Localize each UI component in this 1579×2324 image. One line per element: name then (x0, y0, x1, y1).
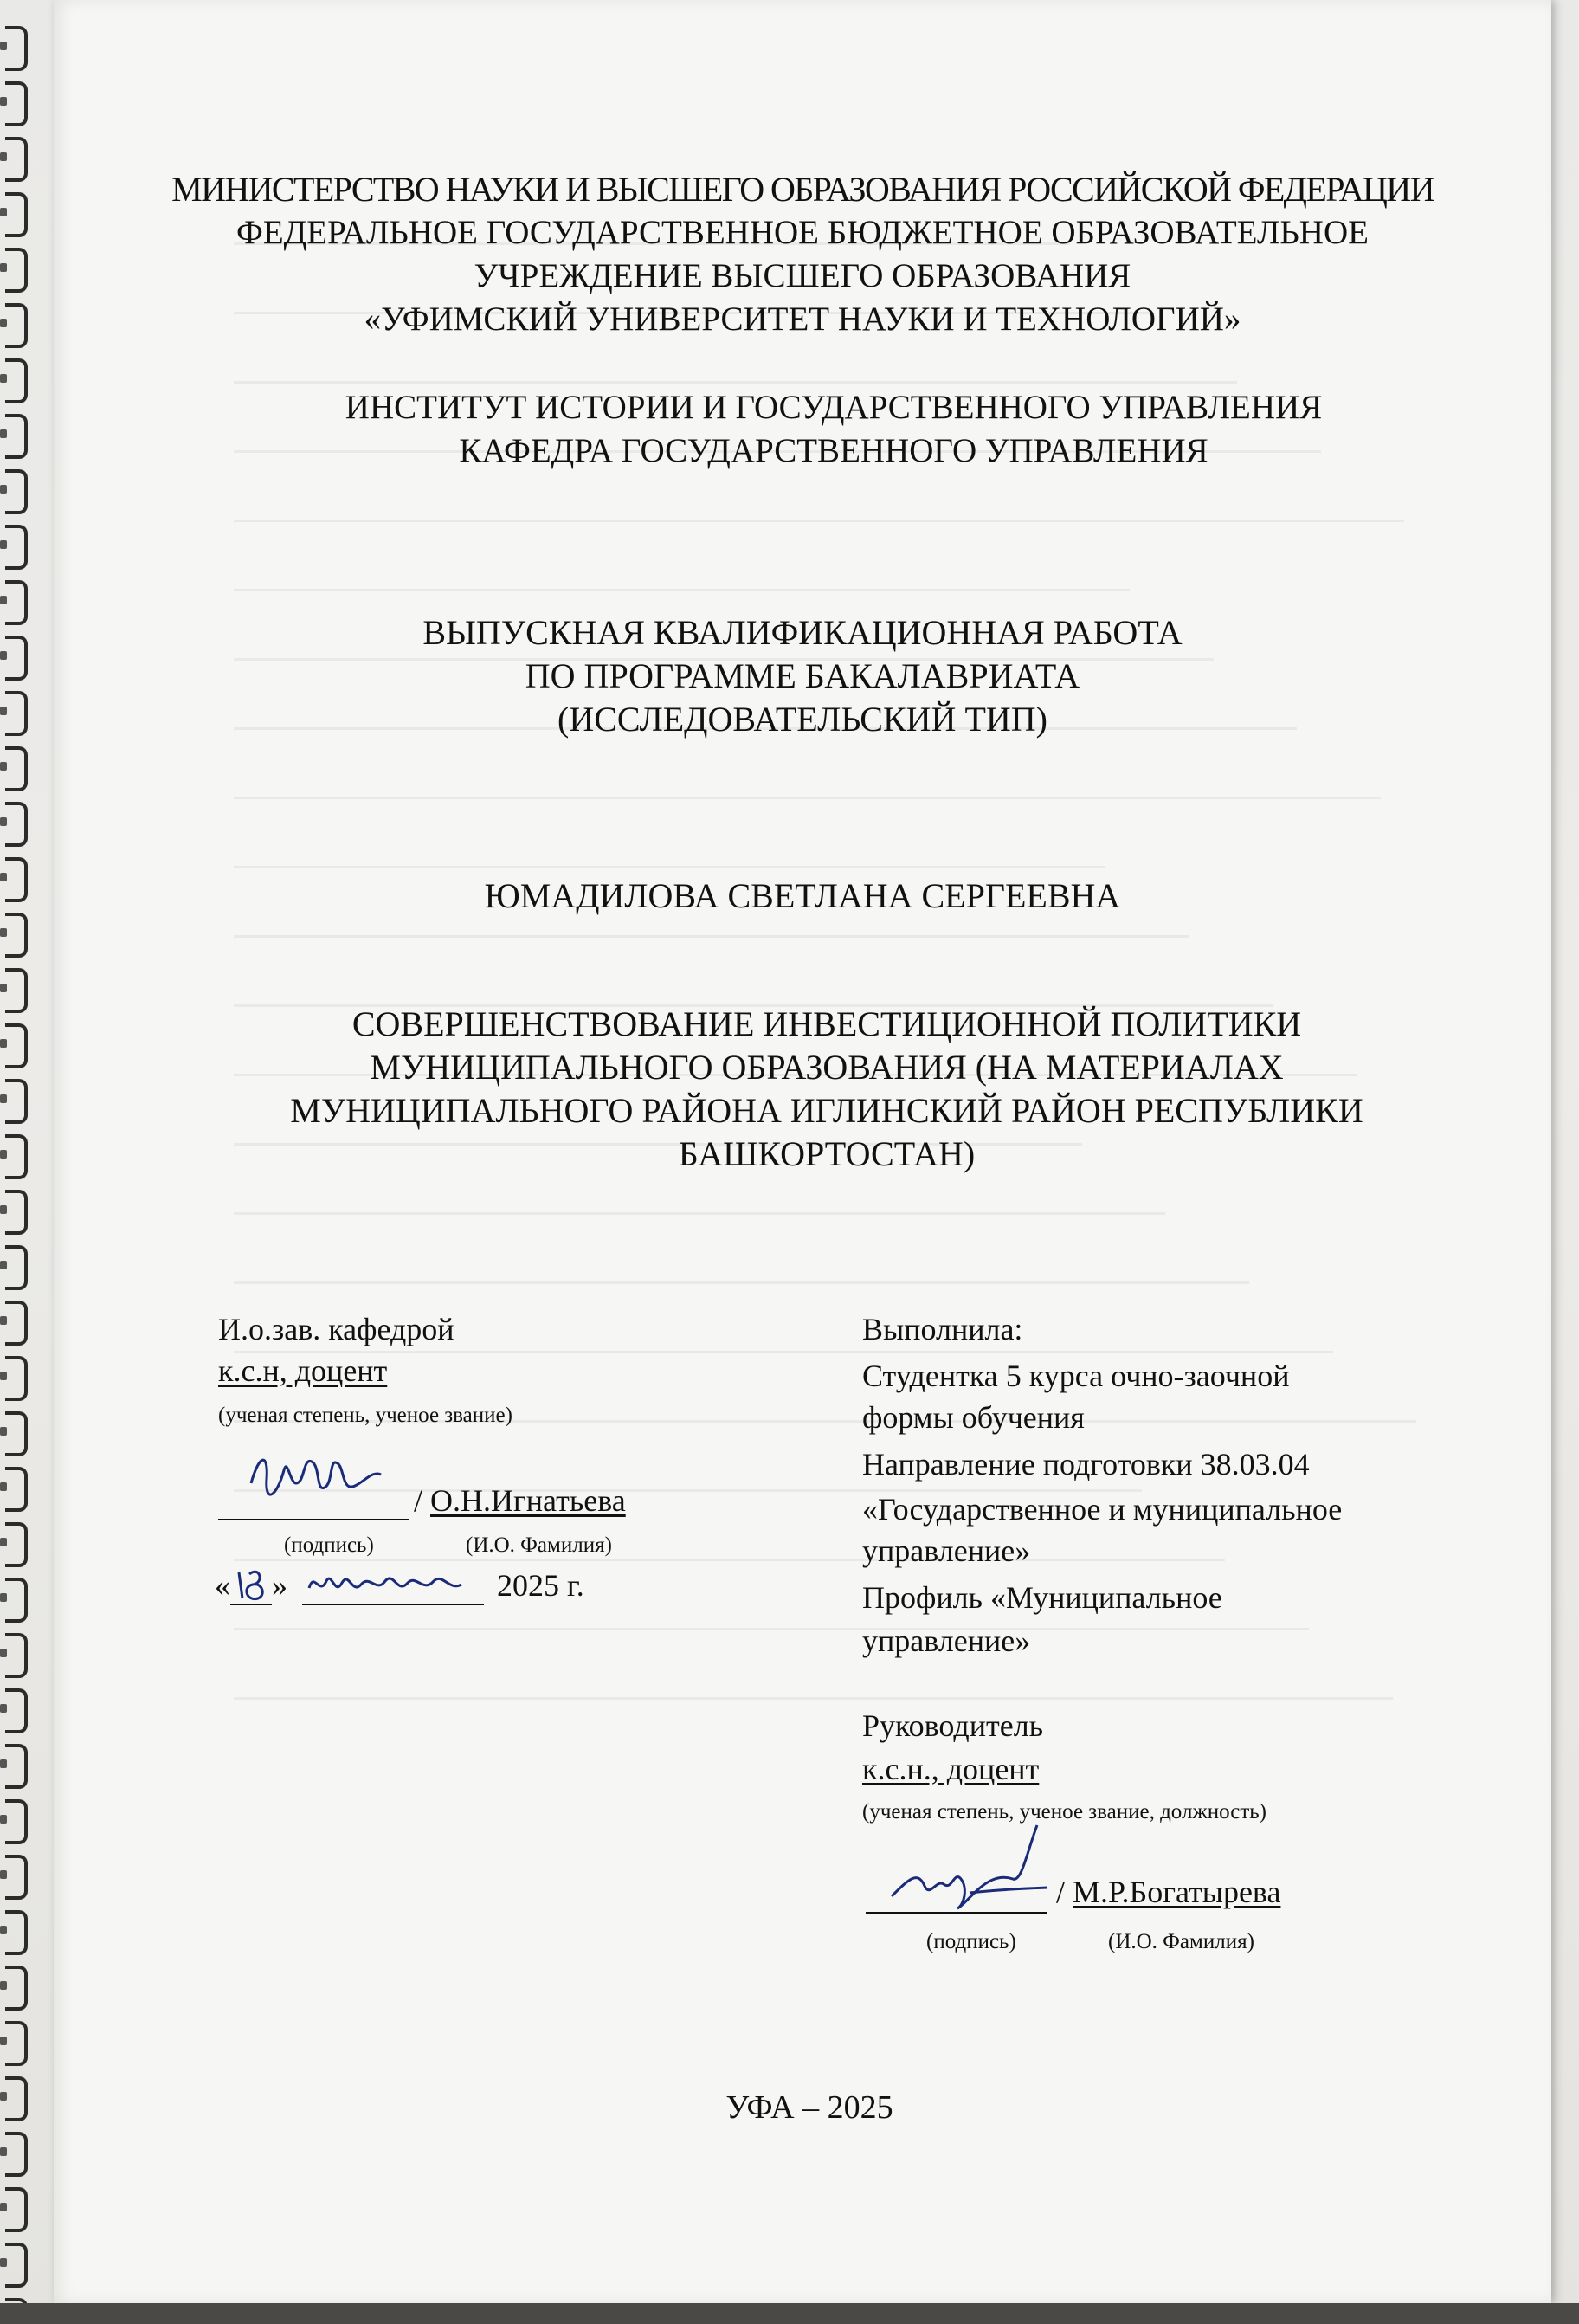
binding-ring (5, 1301, 28, 1346)
supervisor-degree: к.с.н., доцент (862, 1752, 1040, 1786)
head-name-caption: (И.О. Фамилия) (466, 1533, 612, 1557)
show-through-bar (234, 520, 1404, 522)
work-type-line-3: (ИССЛЕДОВАТЕЛЬСКИЙ ТИП) (557, 700, 1047, 739)
binding-ring (5, 1522, 28, 1567)
show-through-bar (234, 866, 1105, 868)
binding-ring (5, 580, 28, 625)
binding-ring (5, 1688, 28, 1733)
binding-ring (5, 1356, 28, 1401)
direction-line-1: Направление подготовки 38.03.04 (862, 1447, 1310, 1482)
binding-ring (5, 802, 28, 847)
binding-ring (5, 358, 28, 403)
date-month-handwriting (304, 1562, 477, 1604)
show-through-bar (234, 1351, 1333, 1353)
binding-ring (5, 2132, 28, 2177)
show-through-line (234, 1662, 1428, 1732)
head-position: И.о.зав. кафедрой (218, 1312, 454, 1346)
show-through-bar (234, 1697, 1393, 1700)
date-quote-open: « (215, 1568, 230, 1603)
show-through-line (234, 1247, 1428, 1316)
show-through-bar (234, 1628, 1309, 1630)
author-name: ЮМАДИЛОВА СВЕТЛАНА СЕРГЕЕВНА (484, 876, 1121, 915)
city-year: УФА – 2025 (725, 2089, 893, 2126)
spiral-binding (0, 0, 61, 2324)
binding-ring (5, 2187, 28, 2232)
direction-line-2: «Государственное и муниципальное (862, 1492, 1343, 1527)
date-day-handwriting (234, 1564, 272, 1605)
head-degree: к.с.н, доцент (218, 1353, 388, 1388)
thesis-title-line-3: МУНИЦИПАЛЬНОГО РАЙОНА ИГЛИНСКИЙ РАЙОН РЕСПУБЛИКИ (290, 1091, 1363, 1130)
binding-ring (5, 2076, 28, 2121)
supervisor-label: Руководитель (862, 1708, 1044, 1743)
institute-name: ИНСТИТУТ ИСТОРИИ И ГОСУДАРСТВЕННОГО УПРАВЛЕНИЯ (345, 389, 1323, 426)
show-through-line (234, 485, 1428, 554)
department-name: КАФЕДРА ГОСУДАРСТВЕННОГО УПРАВЛЕНИЯ (459, 432, 1208, 469)
date-month-field (302, 1569, 484, 1605)
head-degree-caption: (ученая степень, ученое звание) (218, 1404, 512, 1427)
supervisor-name: М.Р.Богатырева (1073, 1875, 1281, 1909)
binding-ring (5, 691, 28, 736)
binding-ring (5, 81, 28, 126)
binding-ring (5, 2021, 28, 2066)
binding-ring (5, 1023, 28, 1068)
supervisor-name-caption: (И.О. Фамилия) (1108, 1930, 1254, 1953)
work-type-line-1: ВЫПУСКНАЯ КВАЛИФИКАЦИОННАЯ РАБОТА (422, 613, 1183, 652)
date-year: 2025 г. (497, 1568, 584, 1603)
show-through-bar (234, 1281, 1249, 1284)
binding-ring (5, 1079, 28, 1124)
performer-label: Выполнила: (862, 1312, 1023, 1346)
head-name: О.Н.Игнатьева (430, 1483, 626, 1518)
show-through-line (234, 762, 1428, 831)
show-through-bar (234, 1212, 1165, 1215)
supervisor-signature (874, 1818, 1065, 1922)
supervisor-signature-caption: (подпись) (926, 1930, 1016, 1953)
head-name-block (414, 1481, 626, 1520)
binding-ring (5, 968, 28, 1013)
binding-ring (5, 137, 28, 182)
slash-separator: / (414, 1483, 431, 1518)
binding-ring (5, 636, 28, 681)
binding-ring (5, 1744, 28, 1789)
date-quote-close: » (272, 1568, 287, 1603)
head-signature-caption: (подпись) (284, 1533, 374, 1557)
page-bottom-edge (0, 2303, 1579, 2324)
institution-line-3: УЧРЕЖДЕНИЕ ВЫСШЕГО ОБРАЗОВАНИЯ (474, 257, 1131, 294)
university-name: «УФИМСКИЙ УНИВЕРСИТЕТ НАУКИ И ТЕХНОЛОГИЙ» (364, 300, 1241, 338)
student-line-2: формы обучения (862, 1400, 1085, 1435)
binding-ring (5, 857, 28, 902)
binding-ring (5, 414, 28, 459)
ministry-name: МИНИСТЕРСТВО НАУКИ И ВЫСШЕГО ОБРАЗОВАНИЯ РОССИЙСКОЙ ФЕДЕРАЦИИ (171, 170, 1434, 209)
binding-ring (5, 1190, 28, 1235)
binding-ring (5, 913, 28, 958)
binding-ring (5, 303, 28, 348)
direction-line-3: управление» (862, 1533, 1031, 1568)
thesis-title-line-1: СОВЕРШЕНСТВОВАНИЕ ИНВЕСТИЦИОННОЙ ПОЛИТИКИ (351, 1004, 1302, 1043)
show-through-bar (234, 1559, 1225, 1561)
show-through-bar (234, 797, 1381, 799)
work-type-line-2: ПО ПРОГРАММЕ БАКАЛАВРИАТА (525, 656, 1080, 695)
head-date (215, 1565, 584, 1605)
supervisor-degree-caption: (ученая степень, ученое звание, должность) (862, 1800, 1266, 1824)
binding-ring (5, 746, 28, 791)
binding-ring (5, 26, 28, 71)
binding-ring (5, 1633, 28, 1678)
binding-ring (5, 1855, 28, 1900)
supervisor-name-block (1056, 1872, 1280, 1912)
binding-ring (5, 192, 28, 237)
institution-line-2: ФЕДЕРАЛЬНОЕ ГОСУДАРСТВЕННОЕ БЮДЖЕТНОЕ ОБРАЗОВАТЕЛЬНОЕ (236, 214, 1369, 251)
profile-line-1: Профиль «Муниципальное (862, 1580, 1222, 1615)
binding-ring (5, 1134, 28, 1179)
head-signature (242, 1444, 390, 1514)
thesis-title-line-4: БАШКОРТОСТАН) (678, 1134, 976, 1173)
show-through-bar (234, 381, 1237, 384)
show-through-bar (234, 589, 1130, 591)
date-day-field (230, 1569, 272, 1605)
binding-ring (5, 1411, 28, 1456)
binding-ring (5, 2243, 28, 2288)
binding-ring (5, 1245, 28, 1290)
slash-separator: / (1056, 1875, 1073, 1909)
binding-ring (5, 1467, 28, 1512)
show-through-bar (234, 935, 1189, 938)
binding-ring (5, 1578, 28, 1623)
binding-ring (5, 1966, 28, 2011)
binding-ring (5, 525, 28, 570)
profile-line-2: управление» (862, 1624, 1031, 1658)
show-through-line (234, 1178, 1428, 1247)
thesis-title-line-2: МУНИЦИПАЛЬНОГО ОБРАЗОВАНИЯ (НА МАТЕРИАЛАХ (370, 1048, 1284, 1087)
binding-ring (5, 469, 28, 514)
binding-ring (5, 248, 28, 293)
binding-ring (5, 1910, 28, 1955)
student-line-1: Студентка 5 курса очно-заочной (862, 1359, 1290, 1393)
binding-ring (5, 1799, 28, 1844)
